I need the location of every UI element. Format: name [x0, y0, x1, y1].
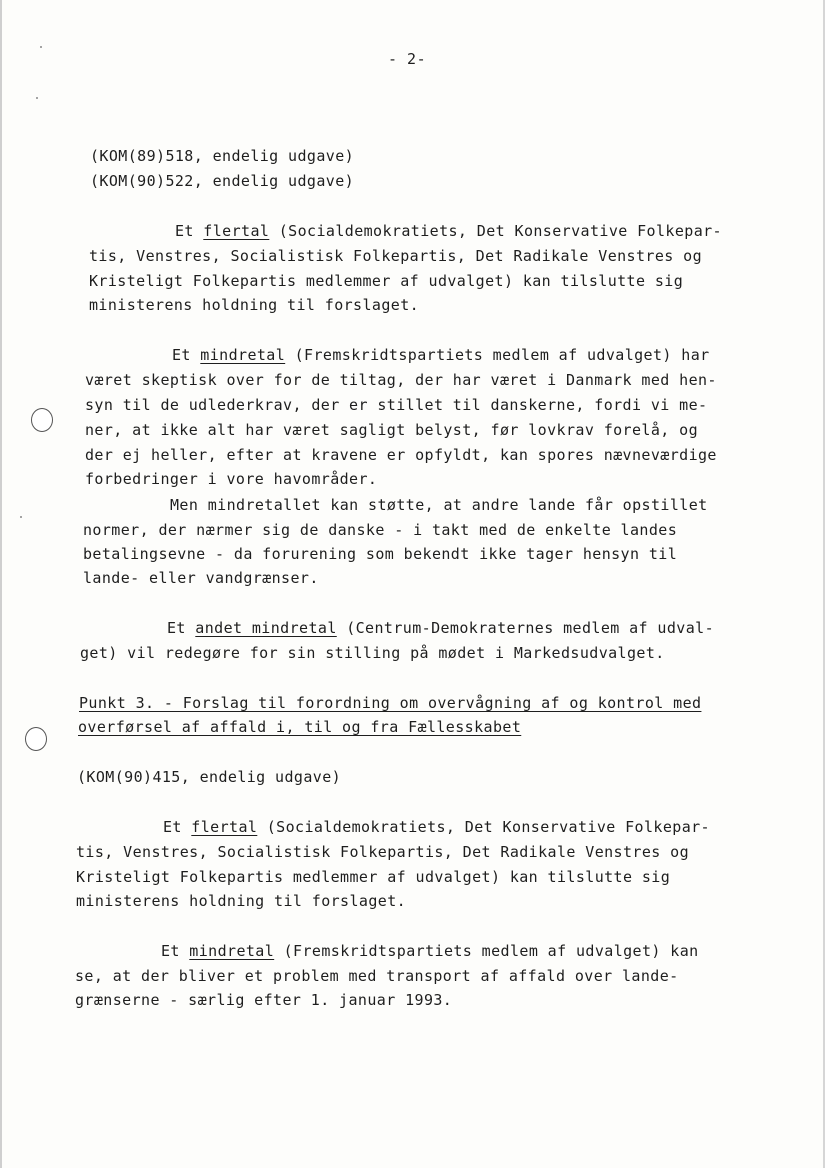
underlined-term: mindretal — [189, 942, 275, 960]
page-edge-left — [0, 0, 2, 1168]
paragraph-line: lande- eller vandgrænser. — [83, 569, 319, 587]
scan-speck — [40, 46, 42, 48]
underlined-term: flertal — [203, 222, 270, 240]
section-heading: overførsel af affald i, til og fra Fællesskabet — [78, 718, 522, 736]
section-heading: Punkt 3. - Forslag til forordning om overvågning af og kontrol med — [79, 694, 702, 712]
underlined-term: andet mindretal — [195, 619, 337, 637]
paragraph-line: Et mindretal (Fremskridtspartiets medlem af udvalget) har — [172, 346, 710, 364]
paragraph-line: Et flertal (Socialdemokratiets, Det Konservative Folkepar- — [163, 818, 710, 836]
scan-speck — [36, 97, 38, 99]
reference-line: (KOM(89)518, endelig udgave) — [90, 147, 355, 165]
paragraph-line: syn til de udlederkrav, der er stillet til danskerne, fordi vi me- — [85, 396, 708, 414]
page-number: - 2- — [388, 50, 427, 68]
paragraph-line: tis, Venstres, Socialistisk Folkepartis, Det Radikale Venstres og — [76, 843, 689, 861]
underlined-term: mindretal — [200, 346, 286, 364]
paragraph-line: Et flertal (Socialdemokratiets, Det Konservative Folkepar- — [175, 222, 722, 240]
reference-line: (KOM(90)415, endelig udgave) — [77, 768, 342, 786]
paragraph-line: Men mindretallet kan støtte, at andre lande får opstillet — [170, 496, 708, 514]
punch-hole-2 — [25, 727, 47, 751]
paragraph-line: Kristeligt Folkepartis medlemmer af udvalget) kan tilslutte sig — [89, 272, 684, 290]
paragraph-line: grænserne - særlig efter 1. januar 1993. — [75, 991, 453, 1009]
punch-hole-1 — [31, 408, 53, 432]
paragraph-line: ministerens holdning til forslaget. — [89, 296, 420, 314]
paragraph-line: tis, Venstres, Socialistisk Folkepartis, Det Radikale Venstres og — [89, 247, 702, 265]
paragraph-line: betalingsevne - da forurening som bekendt ikke tager hensyn til — [83, 545, 678, 563]
paragraph-line: se, at der bliver et problem med transport af affald over lande- — [75, 967, 679, 985]
paragraph-line: normer, der nærmer sig de danske - i takt med de enkelte landes — [83, 521, 678, 539]
paragraph-line: forbedringer i vore havområder. — [85, 470, 378, 488]
paragraph-line: Et mindretal (Fremskridtspartiets medlem af udvalget) kan — [161, 942, 699, 960]
scan-speck — [20, 516, 22, 518]
reference-line: (KOM(90)522, endelig udgave) — [90, 172, 355, 190]
underlined-term: flertal — [191, 818, 258, 836]
paragraph-line: Et andet mindretal (Centrum-Demokraternes medlem af udval- — [167, 619, 714, 637]
paragraph-line: der ej heller, efter at kravene er opfyldt, kan spores nævneværdige — [85, 446, 717, 464]
paragraph-line: ministerens holdning til forslaget. — [76, 892, 407, 910]
paragraph-line: ner, at ikke alt har været sagligt belyst, før lovkrav forelå, og — [85, 421, 698, 439]
paragraph-line: get) vil redegøre for sin stilling på mødet i Markedsudvalget. — [80, 644, 665, 662]
paragraph-line: været skeptisk over for de tiltag, der har været i Danmark med hen- — [85, 371, 717, 389]
paragraph-line: Kristeligt Folkepartis medlemmer af udvalget) kan tilslutte sig — [76, 868, 671, 886]
